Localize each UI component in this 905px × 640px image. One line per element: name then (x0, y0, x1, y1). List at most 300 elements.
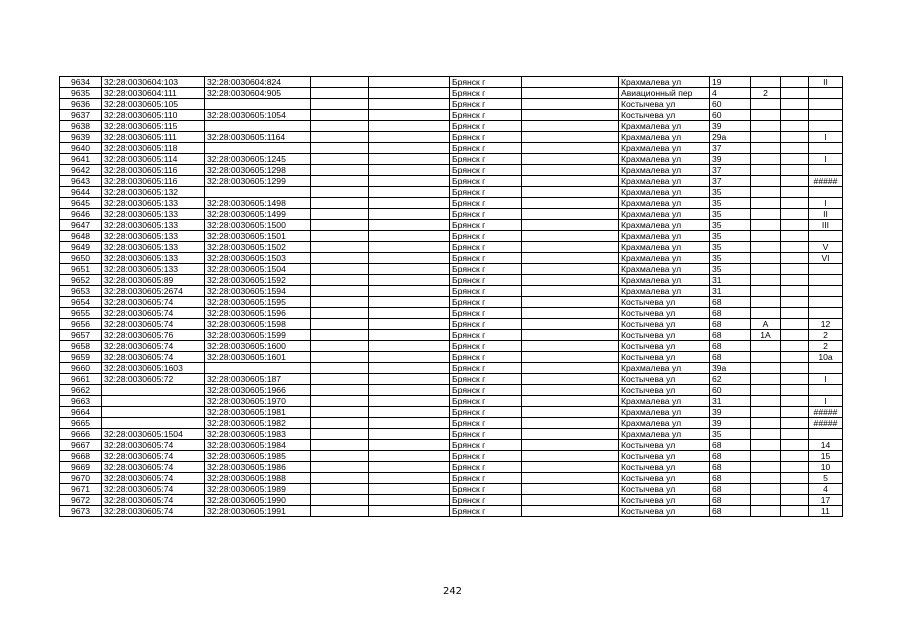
cell-cadastral-number (102, 396, 205, 407)
cell-apartment: 2 (809, 330, 843, 341)
cell-cadastral-number: 32:28:0030605:89 (102, 275, 205, 286)
cell-cadastral-number: 32:28:0030605:74 (102, 462, 205, 473)
cell-row-number: 9656 (60, 319, 102, 330)
table-row (60, 110, 843, 121)
cell-cadastral-number: 32:28:0030605:116 (102, 165, 205, 176)
cell-blank-a (311, 462, 369, 473)
cell-apartment: II (809, 77, 843, 88)
table-row (60, 484, 843, 495)
cell-apartment: ##### (809, 407, 843, 418)
cell-blank-a (311, 165, 369, 176)
page-number: 242 (442, 586, 463, 597)
cell-apartment (809, 308, 843, 319)
cell-blank-a (311, 198, 369, 209)
cell-street: Крахмалева ул (619, 143, 710, 154)
cell-blank-b (369, 154, 450, 165)
cell-object-number: 32:28:0030605:1501 (205, 231, 311, 242)
table-row (60, 176, 843, 187)
cell-blank-d (781, 220, 809, 231)
cell-city: Брянск г (450, 330, 522, 341)
cell-blank-c (522, 451, 619, 462)
cell-blank-a (311, 396, 369, 407)
cell-blank-c (522, 187, 619, 198)
cell-house-number: 35 (710, 264, 751, 275)
cell-building (751, 143, 781, 154)
cell-blank-a (311, 407, 369, 418)
cell-blank-d (781, 308, 809, 319)
cell-street: Крахмалева ул (619, 209, 710, 220)
cell-object-number: 32:28:0030605:1498 (205, 198, 311, 209)
cell-blank-c (522, 385, 619, 396)
cell-apartment: 11 (809, 506, 843, 517)
cell-street: Крахмалева ул (619, 407, 710, 418)
cell-house-number: 35 (710, 253, 751, 264)
table-body (60, 77, 843, 517)
cell-object-number: 32:28:0030605:1299 (205, 176, 311, 187)
cell-cadastral-number: 32:28:0030605:1603 (102, 363, 205, 374)
cell-blank-d (781, 143, 809, 154)
table-row (60, 363, 843, 374)
cell-blank-c (522, 407, 619, 418)
cell-house-number: 68 (710, 297, 751, 308)
cell-city: Брянск г (450, 418, 522, 429)
cell-blank-a (311, 418, 369, 429)
cell-city: Брянск г (450, 264, 522, 275)
cell-building (751, 495, 781, 506)
cell-building (751, 198, 781, 209)
cell-blank-d (781, 187, 809, 198)
cell-blank-c (522, 264, 619, 275)
cell-cadastral-number: 32:28:0030605:111 (102, 132, 205, 143)
cell-building (751, 187, 781, 198)
cell-building (751, 352, 781, 363)
cell-row-number: 9670 (60, 473, 102, 484)
cell-blank-c (522, 154, 619, 165)
cell-apartment: I (809, 198, 843, 209)
cell-blank-d (781, 473, 809, 484)
cell-blank-b (369, 418, 450, 429)
cell-street: Крахмалева ул (619, 286, 710, 297)
cell-street: Костычева ул (619, 374, 710, 385)
cell-street: Крахмалева ул (619, 220, 710, 231)
cell-blank-a (311, 253, 369, 264)
table-row (60, 341, 843, 352)
table-row (60, 319, 843, 330)
cell-house-number: 62 (710, 374, 751, 385)
cell-city: Брянск г (450, 165, 522, 176)
cell-blank-a (311, 220, 369, 231)
cell-blank-c (522, 231, 619, 242)
cell-apartment (809, 286, 843, 297)
cell-blank-d (781, 286, 809, 297)
cell-blank-c (522, 319, 619, 330)
cell-apartment: I (809, 154, 843, 165)
cell-blank-d (781, 418, 809, 429)
cell-object-number: 32:28:0030605:1600 (205, 341, 311, 352)
cell-city: Брянск г (450, 121, 522, 132)
cell-row-number: 9634 (60, 77, 102, 88)
cell-apartment (809, 231, 843, 242)
cell-building (751, 220, 781, 231)
cell-object-number: 32:28:0030605:1990 (205, 495, 311, 506)
cell-row-number: 9668 (60, 451, 102, 462)
cell-blank-d (781, 330, 809, 341)
cell-blank-d (781, 275, 809, 286)
cell-blank-a (311, 121, 369, 132)
cell-building (751, 396, 781, 407)
cell-house-number: 35 (710, 242, 751, 253)
cell-apartment (809, 110, 843, 121)
cell-street: Крахмалева ул (619, 198, 710, 209)
cell-blank-d (781, 198, 809, 209)
cell-row-number: 9636 (60, 99, 102, 110)
cell-cadastral-number: 32:28:0030605:118 (102, 143, 205, 154)
cell-house-number: 60 (710, 99, 751, 110)
cell-blank-c (522, 429, 619, 440)
cell-blank-c (522, 352, 619, 363)
cell-house-number: 37 (710, 143, 751, 154)
cell-apartment: 17 (809, 495, 843, 506)
cell-row-number: 9646 (60, 209, 102, 220)
cell-blank-b (369, 407, 450, 418)
cell-blank-c (522, 473, 619, 484)
cell-row-number: 9660 (60, 363, 102, 374)
cell-blank-d (781, 88, 809, 99)
cell-blank-b (369, 231, 450, 242)
table-row (60, 88, 843, 99)
cell-house-number: 4 (710, 88, 751, 99)
cell-blank-b (369, 385, 450, 396)
cell-cadastral-number: 32:28:0030605:74 (102, 506, 205, 517)
cell-apartment: 10 (809, 462, 843, 473)
cell-cadastral-number: 32:28:0030605:116 (102, 176, 205, 187)
cell-blank-d (781, 385, 809, 396)
cell-apartment (809, 297, 843, 308)
cell-blank-b (369, 429, 450, 440)
cell-object-number: 32:28:0030605:1986 (205, 462, 311, 473)
cell-building (751, 440, 781, 451)
cell-cadastral-number (102, 407, 205, 418)
table-row (60, 187, 843, 198)
cell-apartment (809, 187, 843, 198)
cell-city: Брянск г (450, 220, 522, 231)
cell-apartment: 2 (809, 341, 843, 352)
cell-row-number: 9657 (60, 330, 102, 341)
cell-apartment: III (809, 220, 843, 231)
cell-blank-d (781, 297, 809, 308)
cell-cadastral-number: 32:28:0030605:74 (102, 451, 205, 462)
cell-cadastral-number: 32:28:0030605:74 (102, 495, 205, 506)
cell-blank-b (369, 462, 450, 473)
cell-blank-c (522, 308, 619, 319)
cell-house-number: 68 (710, 352, 751, 363)
table-row (60, 253, 843, 264)
cell-row-number: 9638 (60, 121, 102, 132)
cell-house-number: 68 (710, 484, 751, 495)
cell-apartment: ##### (809, 176, 843, 187)
cell-blank-c (522, 297, 619, 308)
cell-building (751, 418, 781, 429)
cell-apartment: 5 (809, 473, 843, 484)
table-row (60, 352, 843, 363)
cell-apartment (809, 165, 843, 176)
cell-apartment: I (809, 374, 843, 385)
cell-blank-a (311, 88, 369, 99)
cell-building (751, 231, 781, 242)
cell-building (751, 286, 781, 297)
cell-cadastral-number: 32:28:0030605:133 (102, 253, 205, 264)
cell-blank-c (522, 286, 619, 297)
cell-city: Брянск г (450, 99, 522, 110)
table-row (60, 242, 843, 253)
cell-blank-c (522, 209, 619, 220)
cell-blank-a (311, 451, 369, 462)
cell-blank-b (369, 319, 450, 330)
cell-blank-b (369, 297, 450, 308)
cell-cadastral-number (102, 418, 205, 429)
cell-blank-a (311, 429, 369, 440)
cell-apartment: 10а (809, 352, 843, 363)
cell-house-number: 68 (710, 451, 751, 462)
cell-apartment: I (809, 132, 843, 143)
cell-blank-d (781, 506, 809, 517)
cell-object-number (205, 99, 311, 110)
cell-blank-a (311, 143, 369, 154)
cell-city: Брянск г (450, 341, 522, 352)
table-row (60, 506, 843, 517)
cell-street: Крахмалева ул (619, 363, 710, 374)
cell-blank-d (781, 319, 809, 330)
cell-building (751, 77, 781, 88)
cell-row-number: 9662 (60, 385, 102, 396)
cell-cadastral-number: 32:28:0030605:74 (102, 473, 205, 484)
cell-blank-b (369, 275, 450, 286)
cell-row-number: 9637 (60, 110, 102, 121)
cell-object-number: 32:28:0030605:1981 (205, 407, 311, 418)
cell-house-number: 60 (710, 385, 751, 396)
cell-object-number: 32:28:0030605:1983 (205, 429, 311, 440)
cell-blank-a (311, 231, 369, 242)
cell-city: Брянск г (450, 319, 522, 330)
cell-blank-b (369, 88, 450, 99)
cell-blank-a (311, 209, 369, 220)
cell-blank-d (781, 363, 809, 374)
cell-apartment (809, 99, 843, 110)
cell-apartment: 15 (809, 451, 843, 462)
cell-city: Брянск г (450, 440, 522, 451)
cell-apartment (809, 363, 843, 374)
cell-street: Крахмалева ул (619, 275, 710, 286)
cell-blank-a (311, 286, 369, 297)
cell-object-number: 32:28:0030605:1595 (205, 297, 311, 308)
cell-house-number: 35 (710, 231, 751, 242)
cell-row-number: 9650 (60, 253, 102, 264)
cell-building (751, 429, 781, 440)
cell-object-number: 32:28:0030605:1503 (205, 253, 311, 264)
table-row (60, 418, 843, 429)
cell-row-number: 9663 (60, 396, 102, 407)
cell-blank-d (781, 440, 809, 451)
cell-object-number: 32:28:0030605:1164 (205, 132, 311, 143)
cell-blank-a (311, 440, 369, 451)
cell-building (751, 264, 781, 275)
cell-house-number: 39 (710, 418, 751, 429)
cell-blank-a (311, 154, 369, 165)
cell-street: Костычева ул (619, 506, 710, 517)
cell-street: Костычева ул (619, 341, 710, 352)
cell-house-number: 31 (710, 275, 751, 286)
cell-street: Крахмалева ул (619, 187, 710, 198)
cell-city: Брянск г (450, 187, 522, 198)
cell-blank-d (781, 176, 809, 187)
cell-street: Костычева ул (619, 99, 710, 110)
cell-row-number: 9667 (60, 440, 102, 451)
table-row (60, 132, 843, 143)
cell-blank-c (522, 462, 619, 473)
cell-object-number (205, 143, 311, 154)
cell-cadastral-number: 32:28:0030604:111 (102, 88, 205, 99)
cell-street: Крахмалева ул (619, 176, 710, 187)
cell-row-number: 9635 (60, 88, 102, 99)
cell-blank-d (781, 209, 809, 220)
cell-blank-b (369, 341, 450, 352)
cell-blank-b (369, 77, 450, 88)
cell-city: Брянск г (450, 374, 522, 385)
cell-object-number: 32:28:0030605:1598 (205, 319, 311, 330)
cell-object-number: 32:28:0030605:1601 (205, 352, 311, 363)
cell-house-number: 29а (710, 132, 751, 143)
cell-blank-b (369, 286, 450, 297)
cell-building (751, 209, 781, 220)
cell-city: Брянск г (450, 132, 522, 143)
cell-city: Брянск г (450, 253, 522, 264)
cell-cadastral-number: 32:28:0030605:133 (102, 264, 205, 275)
cell-building (751, 363, 781, 374)
cell-street: Костычева ул (619, 330, 710, 341)
cell-city: Брянск г (450, 462, 522, 473)
cell-street: Костычева ул (619, 110, 710, 121)
cell-apartment: 14 (809, 440, 843, 451)
cell-house-number: 35 (710, 209, 751, 220)
cell-row-number: 9664 (60, 407, 102, 418)
cell-street: Крахмалева ул (619, 165, 710, 176)
cell-blank-c (522, 121, 619, 132)
cell-city: Брянск г (450, 275, 522, 286)
cell-blank-c (522, 275, 619, 286)
cell-city: Брянск г (450, 77, 522, 88)
cell-blank-a (311, 77, 369, 88)
cell-cadastral-number: 32:28:0030605:110 (102, 110, 205, 121)
cell-street: Крахмалева ул (619, 77, 710, 88)
cell-house-number: 35 (710, 187, 751, 198)
cell-row-number: 9645 (60, 198, 102, 209)
cell-house-number: 39 (710, 154, 751, 165)
cell-apartment (809, 121, 843, 132)
cell-street: Костычева ул (619, 462, 710, 473)
cell-city: Брянск г (450, 242, 522, 253)
cell-apartment: ##### (809, 418, 843, 429)
cell-city: Брянск г (450, 451, 522, 462)
cell-cadastral-number: 32:28:0030605:2674 (102, 286, 205, 297)
cell-object-number: 32:28:0030605:1298 (205, 165, 311, 176)
cell-blank-d (781, 264, 809, 275)
cell-row-number: 9649 (60, 242, 102, 253)
cell-cadastral-number: 32:28:0030605:74 (102, 308, 205, 319)
cell-blank-a (311, 319, 369, 330)
cell-building (751, 341, 781, 352)
cell-building (751, 484, 781, 495)
cell-row-number: 9671 (60, 484, 102, 495)
table-row (60, 495, 843, 506)
cell-city: Брянск г (450, 429, 522, 440)
cell-object-number (205, 187, 311, 198)
cell-blank-c (522, 506, 619, 517)
cell-street: Крахмалева ул (619, 132, 710, 143)
cell-object-number: 32:28:0030605:1989 (205, 484, 311, 495)
cell-apartment: II (809, 209, 843, 220)
cell-blank-d (781, 110, 809, 121)
cell-city: Брянск г (450, 231, 522, 242)
cell-cadastral-number: 32:28:0030604:103 (102, 77, 205, 88)
cell-cadastral-number: 32:28:0030605:133 (102, 242, 205, 253)
cell-street: Костычева ул (619, 440, 710, 451)
table-row (60, 165, 843, 176)
table-row (60, 473, 843, 484)
cell-row-number: 9648 (60, 231, 102, 242)
cell-row-number: 9672 (60, 495, 102, 506)
cell-blank-a (311, 385, 369, 396)
cell-cadastral-number: 32:28:0030605:133 (102, 220, 205, 231)
cell-house-number: 60 (710, 110, 751, 121)
table-row (60, 121, 843, 132)
cell-blank-a (311, 176, 369, 187)
cell-house-number: 31 (710, 396, 751, 407)
cell-row-number: 9658 (60, 341, 102, 352)
table-row (60, 429, 843, 440)
cell-blank-a (311, 495, 369, 506)
cell-row-number: 9659 (60, 352, 102, 363)
cell-object-number: 32:28:0030605:1245 (205, 154, 311, 165)
cell-house-number: 68 (710, 506, 751, 517)
cell-row-number: 9666 (60, 429, 102, 440)
cell-row-number: 9652 (60, 275, 102, 286)
cell-house-number: 39а (710, 363, 751, 374)
cell-cadastral-number: 32:28:0030605:74 (102, 297, 205, 308)
cell-object-number: 32:28:0030605:1596 (205, 308, 311, 319)
table-row (60, 407, 843, 418)
cell-blank-d (781, 253, 809, 264)
cell-blank-d (781, 231, 809, 242)
cell-blank-b (369, 451, 450, 462)
cell-blank-a (311, 242, 369, 253)
cell-object-number: 32:28:0030605:1985 (205, 451, 311, 462)
cell-blank-b (369, 209, 450, 220)
cell-blank-b (369, 473, 450, 484)
cell-house-number: 31 (710, 286, 751, 297)
cell-house-number: 35 (710, 220, 751, 231)
cell-street: Костычева ул (619, 495, 710, 506)
cell-blank-a (311, 99, 369, 110)
cell-object-number: 32:28:0030605:1970 (205, 396, 311, 407)
cell-city: Брянск г (450, 352, 522, 363)
cell-blank-c (522, 165, 619, 176)
cell-building: 1А (751, 330, 781, 341)
cell-blank-b (369, 165, 450, 176)
cell-row-number: 9669 (60, 462, 102, 473)
cell-city: Брянск г (450, 396, 522, 407)
table-row (60, 209, 843, 220)
cell-city: Брянск г (450, 198, 522, 209)
